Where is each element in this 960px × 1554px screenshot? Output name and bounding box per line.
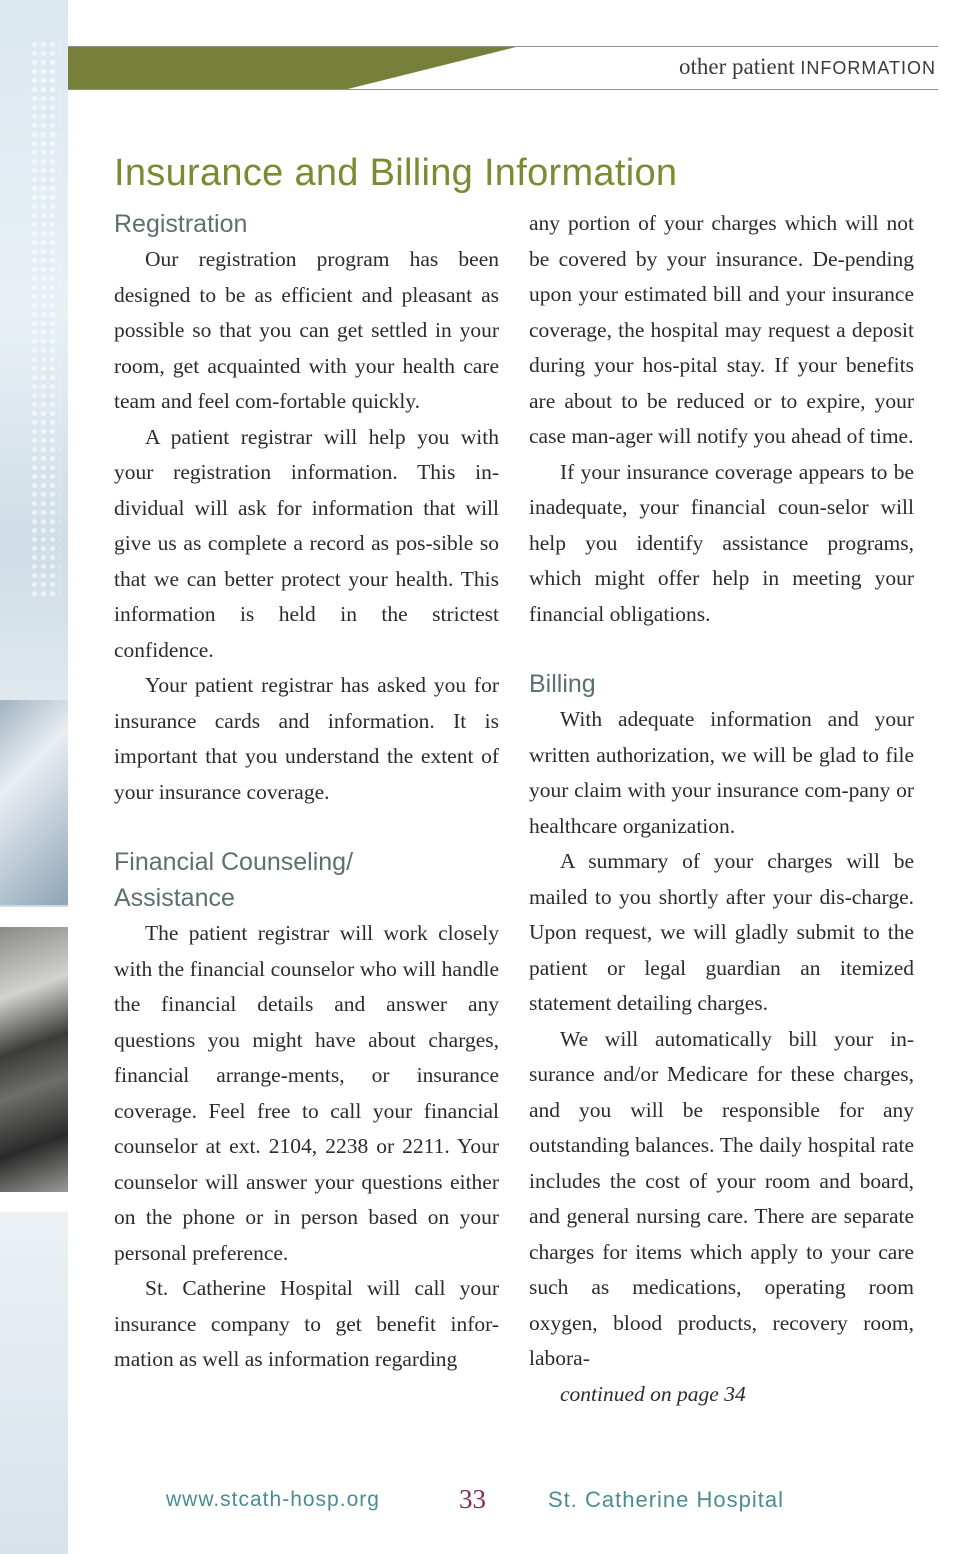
header-rule-top <box>68 46 938 47</box>
photo-divider <box>0 1192 68 1212</box>
financial-heading-line-2: Assistance <box>114 884 235 912</box>
left-column <box>114 206 499 1378</box>
section-label <box>679 54 936 80</box>
continuation-paragraph: any portion of your charges which will not be covered by your insurance. De-pending upon your estimated bill and your insurance coverage, the hospital may request a deposit during your hos-pital stay. If your benefits are about to be reduced or to expire, your case man-ager will notify you ahead of time. <box>529 211 914 448</box>
registration-paragraph-2: A patient registrar will help you with your registration information. This in-dividual will ask for information that will give us as complete a record as pos-sible so that we can better protect your health. This information is held in the strictest confidence. <box>114 424 499 662</box>
financial-heading-line-1: Financial Counseling/ <box>114 848 354 876</box>
financial-counseling-heading <box>114 844 499 916</box>
photo-clinician <box>0 700 68 905</box>
billing-heading: Billing <box>529 670 596 698</box>
page-title: Insurance and Billing Information <box>114 152 678 194</box>
financial-paragraph-1: The patient registrar will work closely with the financial counselor who will handle the financial details and answer any questions you might have about charges, financial arrange-ments, or insurance coverage. Feel free to call your financial counselor at ext. 2104, 2238 or 2211. Your counselor will answer your questions either on the phone or in person based on your personal preference. <box>114 921 499 1265</box>
continued-note: continued on page 34 <box>560 1381 746 1406</box>
footer-hospital-name: St. Catherine Hospital <box>548 1487 784 1512</box>
section-label-caps: INFORMATION <box>800 58 936 78</box>
photo-divider <box>0 907 68 927</box>
section-label-lower: other patient <box>678 54 795 79</box>
photo-historic-nurses <box>0 927 68 1192</box>
header-accent-band <box>68 46 520 90</box>
registration-heading: Registration <box>114 210 248 238</box>
billing-paragraph-2: A summary of your charges will be mailed to you shortly after your dis-charge. Upon request, we will gladly submit to the patient or legal guardian an itemized statement detailing charges. <box>529 849 914 1015</box>
decorative-window-pattern <box>30 40 60 600</box>
financial-paragraph-2: St. Catherine Hospital will call your insurance company to get benefit infor-mation as well as information regarding <box>114 1276 499 1371</box>
billing-paragraph-1: With adequate information and your written authorization, we will be glad to file your claim with your insurance com-pany or healthcare organization. <box>529 707 914 838</box>
right-column <box>529 206 914 1412</box>
section-gap <box>529 632 914 666</box>
page-footer <box>0 1484 960 1518</box>
side-photo-strip <box>0 0 68 1554</box>
billing-paragraph-3: We will automatically bill your in-surance and/or Medicare for these charges, and you will be responsible for any outstanding balances. The daily hospital rate includes the cost of your room and board, and general nursing care. There are separate charges for items which apply to your care such as medications, operating room oxygen, blood products, recovery room, labora- <box>529 1026 914 1370</box>
footer-website-link[interactable]: www.stcath-hosp.org <box>166 1488 380 1511</box>
inadequate-coverage-paragraph: If your insurance coverage appears to be inadequate, your financial coun-selor will help you identify assistance programs, which might offer help in meeting your financial obligations. <box>529 459 914 626</box>
registration-paragraph-1: Our registration program has been designed to be as efficient and pleasant as possible so that you can get settled in your room, get acquainted with your health care team and feel com-fortable quickly. <box>114 247 499 413</box>
header-rule-bottom <box>68 89 938 90</box>
page-number: 33 <box>459 1484 486 1514</box>
registration-paragraph-3: Your patient registrar has asked you for insurance cards and information. It is important that you understand the extent of your insurance coverage. <box>114 673 499 804</box>
section-gap <box>114 810 499 844</box>
